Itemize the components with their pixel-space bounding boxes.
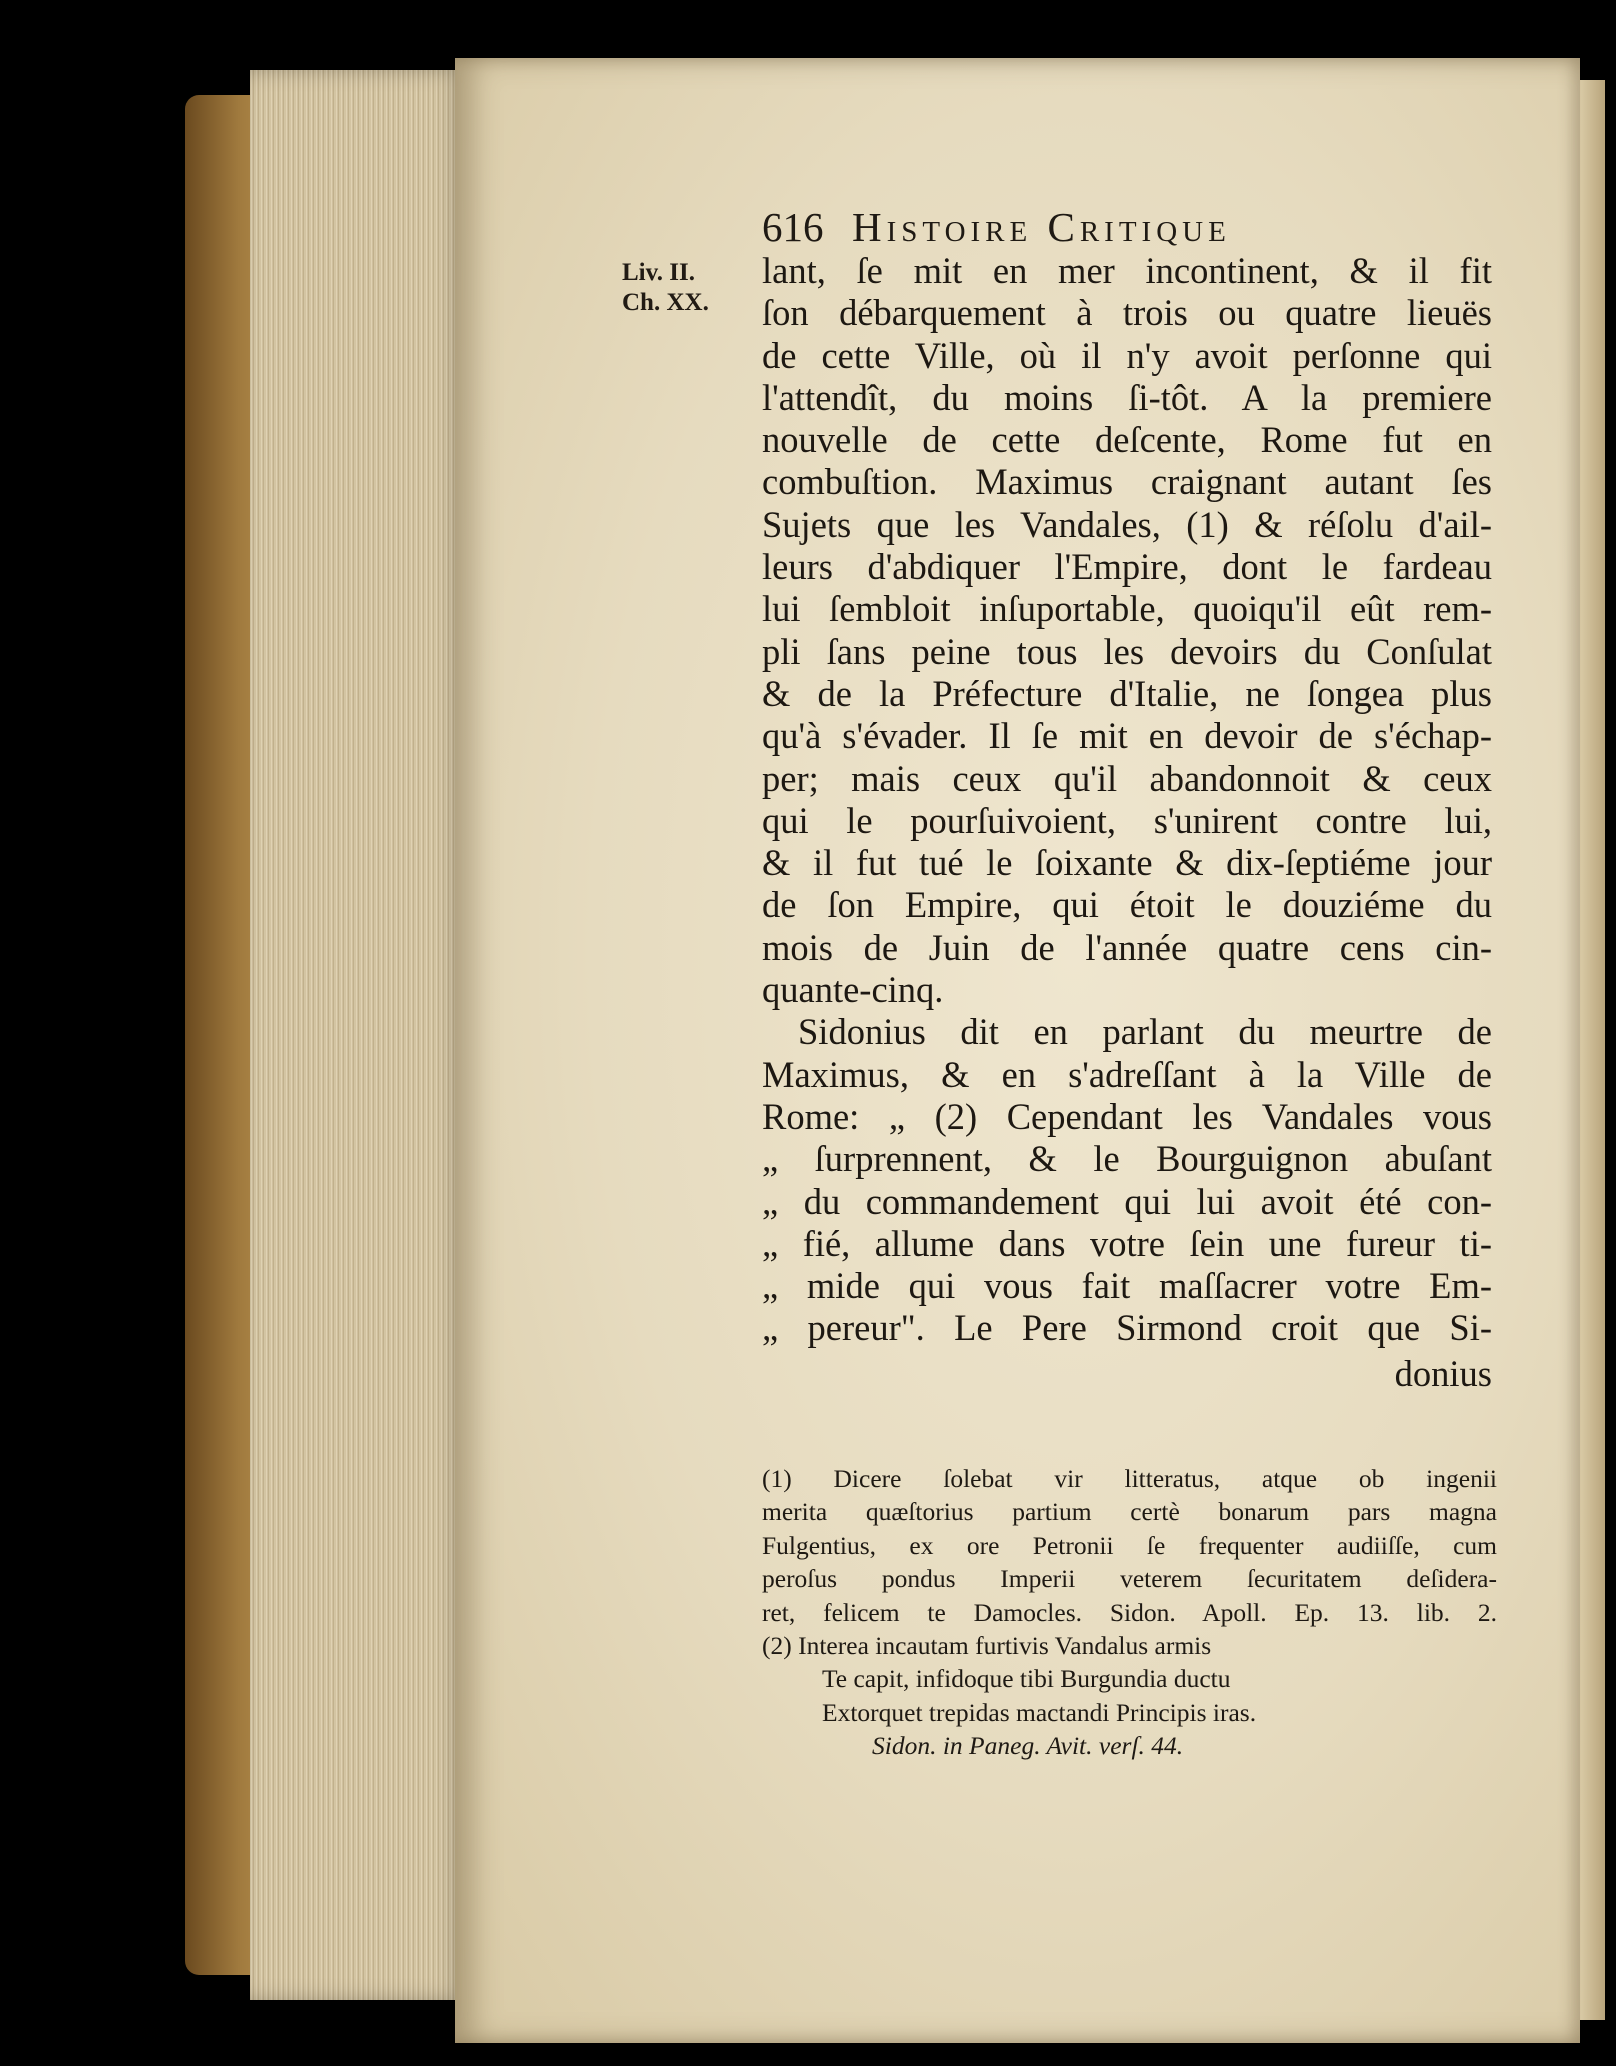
text-line: ſon débarquement à trois ou quatre lieuës xyxy=(762,292,1492,334)
text-line: per; mais ceux qu'il abandonnoit & ceux xyxy=(762,757,1492,799)
footnote-citation: Sidon. in Paneg. Avit. verſ. 44. xyxy=(872,1731,1184,1761)
text-line: nouvelle de cette deſcente, Rome fut en xyxy=(762,419,1492,461)
margin-note xyxy=(622,258,752,318)
text-line: lant, ſe mit en mer incontinent, & il fit xyxy=(762,250,1492,291)
footnote-line: merita quæſtorius partium certè bonarum pars magna xyxy=(762,1497,1497,1527)
text-line: & il fut tué le ſoixante & dix-ſeptiéme jour xyxy=(762,842,1492,884)
text-line: „ ſurprennent, & le Bourguignon abuſant xyxy=(762,1138,1492,1180)
running-title: Histoire Critique xyxy=(852,204,1231,250)
text-line: Maximus, & en s'adreſſant à la Ville de xyxy=(762,1053,1492,1095)
footnote-line: peroſus pondus Imperii veterem ſecuritatem deſidera- xyxy=(762,1564,1497,1594)
footnote-verse: Extorquet trepidas mactandi Principis iras. xyxy=(822,1697,1257,1727)
page-number: 616 xyxy=(762,204,824,250)
margin-note-book: Liv. II. xyxy=(622,259,695,286)
running-header xyxy=(762,203,1492,253)
text-line: qui le pourſuivoient, s'unirent contre lui, xyxy=(762,799,1492,841)
catchword: donius xyxy=(1394,1353,1492,1394)
text-line: Rome: „ (2) Cependant les Vandales vous xyxy=(762,1095,1492,1137)
text-line: mois de Juin de l'année quatre cens cin- xyxy=(762,926,1492,968)
footnote-verse: Te capit, infidoque tibi Burgundia ductu xyxy=(822,1664,1231,1694)
text-line: „ du commandement qui lui avoit été con- xyxy=(762,1180,1492,1222)
margin-note-chapter: Ch. XX. xyxy=(622,289,709,316)
text-line: „ fié, allume dans votre ſein une fureur ti- xyxy=(762,1222,1492,1264)
text-line: qu'à s'évader. Il ſe mit en devoir de s'échap- xyxy=(762,715,1492,757)
footnote-line: (1) Dicere ſolebat vir litteratus, atque ob ingenii xyxy=(762,1464,1497,1493)
text-line: de ſon Empire, qui étoit le douziéme du xyxy=(762,884,1492,926)
text-line: Sujets que les Vandales, (1) & réſolu d'ail- xyxy=(762,503,1492,545)
text-line: & de la Préfecture d'Italie, ne ſongea plus xyxy=(762,672,1492,714)
text-line: de cette Ville, où il n'y avoit perſonne qui xyxy=(762,334,1492,376)
footnote-line: Fulgentius, ex ore Petronii ſe frequenter audiiſſe, cum xyxy=(762,1530,1497,1560)
text-line: quante-cinq. xyxy=(762,969,944,1011)
text-line: pli ſans peine tous les devoirs du Conſulat xyxy=(762,630,1492,672)
text-line: „ mide qui vous fait maſſacrer votre Em- xyxy=(762,1265,1492,1307)
text-line: Sidonius dit en parlant du meurtre de xyxy=(798,1011,1492,1053)
page-edges xyxy=(250,70,465,2000)
text-line: lui ſembloit inſuportable, quoiqu'il eût rem- xyxy=(762,588,1492,630)
footnotes xyxy=(762,1462,1497,1763)
footnote-line: ret, felicem te Damocles. Sidon. Apoll. Ep. 13. lib. 2. xyxy=(762,1597,1497,1627)
text-line: „ pereur". Le Pere Sirmond croit que Si- xyxy=(762,1307,1492,1349)
text-line: combuſtion. Maximus craignant autant ſes xyxy=(762,461,1492,503)
text-line: l'attendît, du moins ſi-tôt. A la premiere xyxy=(762,376,1492,418)
text-line: leurs d'abdiquer l'Empire, dont le fardeau xyxy=(762,546,1492,588)
footnote-verse: (2) Interea incautam furtivis Vandalus armis xyxy=(762,1631,1212,1661)
body-text xyxy=(762,250,1492,1350)
